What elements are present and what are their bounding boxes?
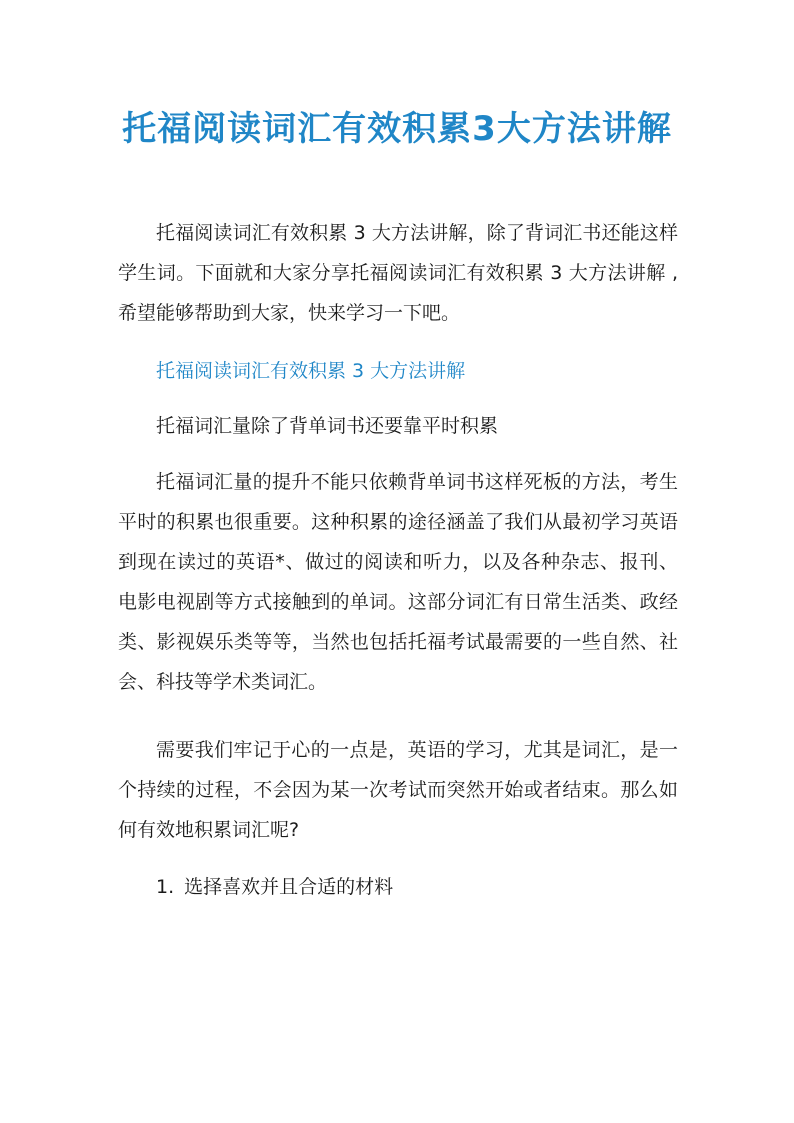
intro-paragraph: 托福阅读词汇有效积累 3 大方法讲解，除了背词汇书还能这样学生词。下面就和大家分享托福阅读词汇有效积累 3 大方法讲解 ,希望能够帮助到大家，快来学习一下吧。 <box>118 222 678 324</box>
body-paragraph-1: 托福词汇量的提升不能只依赖背单词书这样死板的方法，考生平时的积累也很重要。这种积累的途径涵盖了我们从最初学习英语到现在读过的英语*、做过的阅读和听力，以及各种杂志、报刊、电影电视剧等方式接触到的单词。这部分词汇有日常生活类、政经类、影视娱乐类等等，当然也包括托福考试最需要的一些自然、社会、科技等学术类词汇。 <box>118 471 678 693</box>
section-heading: 托福阅读词汇有效积累 3 大方法讲解 <box>156 360 466 382</box>
body-paragraph-2: 需要我们牢记于心的一点是，英语的学习，尤其是词汇，是一个持续的过程，不会因为某一次考试而突然开始或者结束。那么如何有效地积累词汇呢? <box>118 739 678 841</box>
list-item-number: 1. <box>156 876 175 898</box>
list-item-text: 选择喜欢并且合适的材料 <box>184 876 394 898</box>
list-item <box>156 867 393 907</box>
subheading: 托福词汇量除了背单词书还要靠平时积累 <box>156 415 499 437</box>
page-title: 托福阅读词汇有效积累3大方法讲解 <box>122 109 672 149</box>
